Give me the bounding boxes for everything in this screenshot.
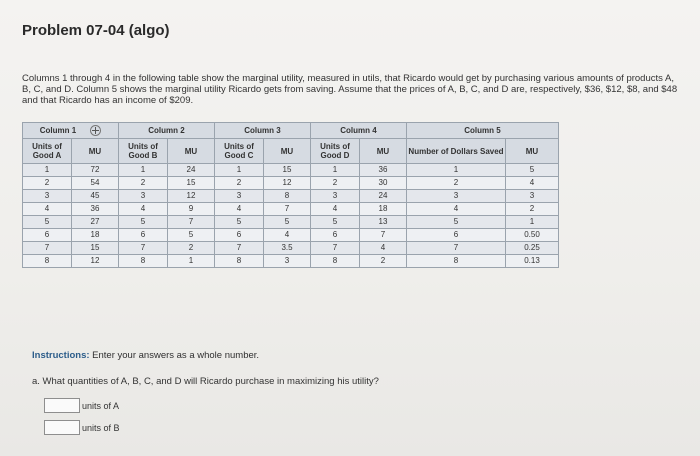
table-cell: 8 bbox=[264, 190, 311, 203]
header-mu-a: MU bbox=[72, 139, 119, 164]
units-a-input[interactable] bbox=[44, 398, 80, 413]
table-cell: 8 bbox=[119, 255, 168, 268]
table-cell: 15 bbox=[72, 242, 119, 255]
table-cell: 7 bbox=[119, 242, 168, 255]
table-cell: 18 bbox=[360, 203, 407, 216]
header-units-b: Units of Good B bbox=[119, 139, 168, 164]
header-units-a: Units of Good A bbox=[23, 139, 72, 164]
table-row bbox=[23, 242, 559, 255]
table-cell: 4 bbox=[506, 177, 559, 190]
table-cell: 4 bbox=[23, 203, 72, 216]
header-mu-saving: MU bbox=[506, 139, 559, 164]
table-cell: 15 bbox=[264, 164, 311, 177]
table-cell: 3 bbox=[215, 190, 264, 203]
table-cell: 5 bbox=[23, 216, 72, 229]
table-cell: 12 bbox=[72, 255, 119, 268]
table-cell: 4 bbox=[311, 203, 360, 216]
intro-text: Columns 1 through 4 in the following table show the marginal utility, measured in utils, that Ricardo would get by purchasing various amounts of products A, B, C, and D. Column 5 shows the marginal utility Ricardo gets from saving. Assume that the prices of A, B, C, and D are, respectively, $36, $12, $8, and $48 and that Ricardo has an income of $209. bbox=[22, 73, 678, 106]
table-cell: 1 bbox=[168, 255, 215, 268]
table-body bbox=[23, 164, 559, 268]
units-a-label: units of A bbox=[82, 400, 120, 411]
table-cell: 5 bbox=[215, 216, 264, 229]
table-cell: 5 bbox=[119, 216, 168, 229]
marginal-utility-table bbox=[22, 122, 559, 268]
table-cell: 13 bbox=[360, 216, 407, 229]
header-dollars-saved: Number of Dollars Saved bbox=[407, 139, 506, 164]
question-a: a. What quantities of A, B, C, and D will Ricardo purchase in maximizing his utility? bbox=[32, 376, 379, 387]
table-row bbox=[23, 177, 559, 190]
utility-table-wrapper bbox=[22, 122, 559, 268]
instructions bbox=[32, 350, 259, 361]
table-cell: 0.25 bbox=[506, 242, 559, 255]
table-cell: 6 bbox=[23, 229, 72, 242]
table-row bbox=[23, 203, 559, 216]
table-cell: 8 bbox=[407, 255, 506, 268]
table-cell: 5 bbox=[311, 216, 360, 229]
table-cell: 2 bbox=[360, 255, 407, 268]
table-cell: 5 bbox=[506, 164, 559, 177]
table-cell: 8 bbox=[215, 255, 264, 268]
units-b-label: units of B bbox=[82, 422, 120, 433]
column-group-row bbox=[23, 123, 559, 139]
table-cell: 6 bbox=[311, 229, 360, 242]
table-cell: 2 bbox=[311, 177, 360, 190]
table-cell: 1 bbox=[407, 164, 506, 177]
table-cell: 5 bbox=[264, 216, 311, 229]
table-cell: 6 bbox=[407, 229, 506, 242]
column-group-label: Column 1 bbox=[39, 126, 77, 135]
table-cell: 1 bbox=[506, 216, 559, 229]
table-row bbox=[23, 164, 559, 177]
table-cell: 36 bbox=[360, 164, 407, 177]
table-cell: 30 bbox=[360, 177, 407, 190]
table-cell: 1 bbox=[119, 164, 168, 177]
table-cell: 72 bbox=[72, 164, 119, 177]
table-cell: 3 bbox=[311, 190, 360, 203]
table-cell: 15 bbox=[168, 177, 215, 190]
column-group-4: Column 4 bbox=[311, 123, 407, 139]
column-group-1 bbox=[23, 123, 119, 139]
table-row bbox=[23, 229, 559, 242]
table-cell: 5 bbox=[407, 216, 506, 229]
table-cell: 2 bbox=[23, 177, 72, 190]
table-cell: 12 bbox=[264, 177, 311, 190]
table-cell: 45 bbox=[72, 190, 119, 203]
answer-row-b bbox=[44, 420, 120, 435]
table-cell: 7 bbox=[168, 216, 215, 229]
table-cell: 2 bbox=[506, 203, 559, 216]
table-cell: 0.13 bbox=[506, 255, 559, 268]
problem-title: Problem 07-04 (algo) bbox=[22, 22, 170, 39]
table-cell: 7 bbox=[23, 242, 72, 255]
table-cell: 36 bbox=[72, 203, 119, 216]
table-cell: 4 bbox=[215, 203, 264, 216]
table-cell: 6 bbox=[119, 229, 168, 242]
header-mu-b: MU bbox=[168, 139, 215, 164]
table-cell: 7 bbox=[360, 229, 407, 242]
table-cell: 1 bbox=[215, 164, 264, 177]
table-cell: 3 bbox=[407, 190, 506, 203]
table-cell: 4 bbox=[264, 229, 311, 242]
table-cell: 54 bbox=[72, 177, 119, 190]
table-cell: 9 bbox=[168, 203, 215, 216]
header-mu-d: MU bbox=[360, 139, 407, 164]
table-cell: 1 bbox=[23, 164, 72, 177]
table-cell: 3 bbox=[264, 255, 311, 268]
table-cell: 2 bbox=[168, 242, 215, 255]
answer-row-a bbox=[44, 398, 119, 413]
table-row bbox=[23, 216, 559, 229]
table-cell: 2 bbox=[215, 177, 264, 190]
table-cell: 2 bbox=[119, 177, 168, 190]
header-units-d: Units of Good D bbox=[311, 139, 360, 164]
table-cell: 4 bbox=[407, 203, 506, 216]
table-cell: 12 bbox=[168, 190, 215, 203]
table-cell: 7 bbox=[264, 203, 311, 216]
table-row bbox=[23, 255, 559, 268]
problem-intro bbox=[22, 73, 682, 106]
column-group-3: Column 3 bbox=[215, 123, 311, 139]
table-cell: 27 bbox=[72, 216, 119, 229]
table-cell: 7 bbox=[215, 242, 264, 255]
table-cell: 3 bbox=[23, 190, 72, 203]
table-cell: 4 bbox=[360, 242, 407, 255]
table-cell: 0.50 bbox=[506, 229, 559, 242]
column-header-row bbox=[23, 139, 559, 164]
instructions-label: Instructions: bbox=[32, 350, 90, 361]
column-group-2: Column 2 bbox=[119, 123, 215, 139]
table-cell: 2 bbox=[407, 177, 506, 190]
table-row bbox=[23, 190, 559, 203]
table-cell: 18 bbox=[72, 229, 119, 242]
move-icon[interactable] bbox=[90, 125, 101, 136]
header-mu-c: MU bbox=[264, 139, 311, 164]
table-cell: 1 bbox=[311, 164, 360, 177]
table-cell: 7 bbox=[407, 242, 506, 255]
table-cell: 8 bbox=[23, 255, 72, 268]
table-cell: 24 bbox=[168, 164, 215, 177]
table-cell: 24 bbox=[360, 190, 407, 203]
instructions-text: Enter your answers as a whole number. bbox=[92, 350, 260, 361]
table-cell: 8 bbox=[311, 255, 360, 268]
table-cell: 4 bbox=[119, 203, 168, 216]
table-cell: 6 bbox=[215, 229, 264, 242]
table-cell: 7 bbox=[311, 242, 360, 255]
units-b-input[interactable] bbox=[44, 420, 80, 435]
header-units-c: Units of Good C bbox=[215, 139, 264, 164]
table-cell: 5 bbox=[168, 229, 215, 242]
table-cell: 3.5 bbox=[264, 242, 311, 255]
table-cell: 3 bbox=[506, 190, 559, 203]
table-cell: 3 bbox=[119, 190, 168, 203]
column-group-5: Column 5 bbox=[407, 123, 559, 139]
